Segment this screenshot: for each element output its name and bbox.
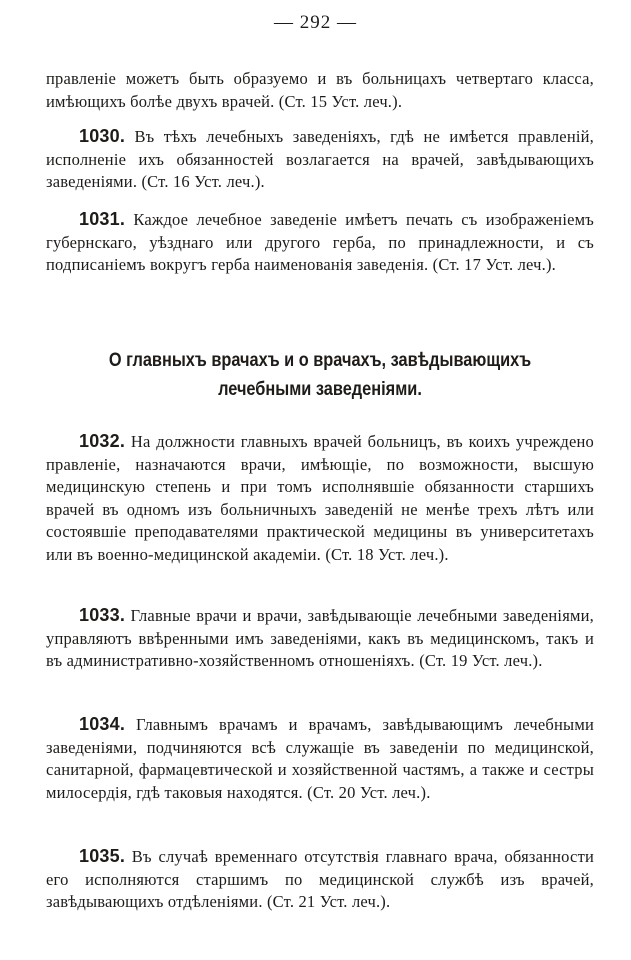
article-1030 <box>46 125 594 194</box>
article-1032 <box>46 430 594 566</box>
article-number: 1035. <box>79 846 126 866</box>
article-text: Въ случаѣ временнаго отсутствія главнаго врача, обязанности его исполняются старшимъ по медицинской службѣ изъ врачей, завѣдывающихъ отдѣленіями. (Ст. 21 Уст. леч.). <box>46 847 595 911</box>
article-text: Главнымъ врачамъ и врачамъ, завѣдывающимъ лечебными заведеніями, подчиняются всѣ служащіе въ заведеніи по медицинской, санитарной, фармацевтической и хозяйственной частямъ, а также и сестры милосердія, гдѣ таковыя находятся. (Ст. 20 Уст. леч.). <box>46 715 594 802</box>
article-1034 <box>46 713 594 804</box>
section-heading-line: О главныхъ врачахъ и о врачахъ, завѣдывающихъ <box>108 350 532 371</box>
paragraph-continuation <box>46 68 594 113</box>
article-1031 <box>46 208 594 277</box>
article-text: Каждое лечебное заведеніе имѣетъ печать съ изображеніемъ губернскаго, уѣзднаго или другого герба, по принадлежности, и съ подписаніемъ вокругъ герба наименованія заведенія. (Ст. 17 Уст. леч.). <box>46 210 595 274</box>
article-text: Въ тѣхъ лечебныхъ заведеніяхъ, гдѣ не имѣется правленій, исполненіе ихъ обязанностей возлагается на врачей, завѣдывающихъ заведеніями. (Ст. 16 Уст. леч.). <box>46 127 595 191</box>
section-heading-line: лечебными заведеніями. <box>218 379 422 400</box>
article-number: 1030. <box>79 126 126 146</box>
paragraph-text: правленіе можетъ быть образуемо и въ больницахъ четвертаго класса, имѣющихъ болѣе двухъ врачей. (Ст. 15 Уст. леч.). <box>46 69 594 111</box>
section-heading <box>84 346 555 404</box>
article-1035 <box>46 845 594 914</box>
article-text: На должности главныхъ врачей больницъ, въ коихъ учреждено правленіе, назначаются врачи, имѣющіе, по возможности, высшую медицинскую степень и при томъ исполнявшіе обязанности старшихъ врачей въ одномъ изъ больничныхъ заведеній не менѣе трехъ лѣтъ или состоявшіе преподавателями практической медицины въ университетахъ или въ военно-медицинской академіи. (Ст. 18 Уст. леч.). <box>46 432 594 564</box>
article-number: 1032. <box>79 431 126 451</box>
article-number: 1033. <box>79 605 126 625</box>
article-number: 1031. <box>79 209 126 229</box>
page-number: — 292 — <box>274 12 357 33</box>
article-1033 <box>46 604 594 673</box>
article-number: 1034. <box>79 714 126 734</box>
article-text: Главные врачи и врачи, завѣдывающіе лечебными заведеніями, управляютъ ввѣренными имъ заведеніями, какъ въ медицинскомъ, такъ и въ административно-хозяйственномъ отношеніяхъ. (Ст. 19 Уст. леч.). <box>46 606 595 670</box>
